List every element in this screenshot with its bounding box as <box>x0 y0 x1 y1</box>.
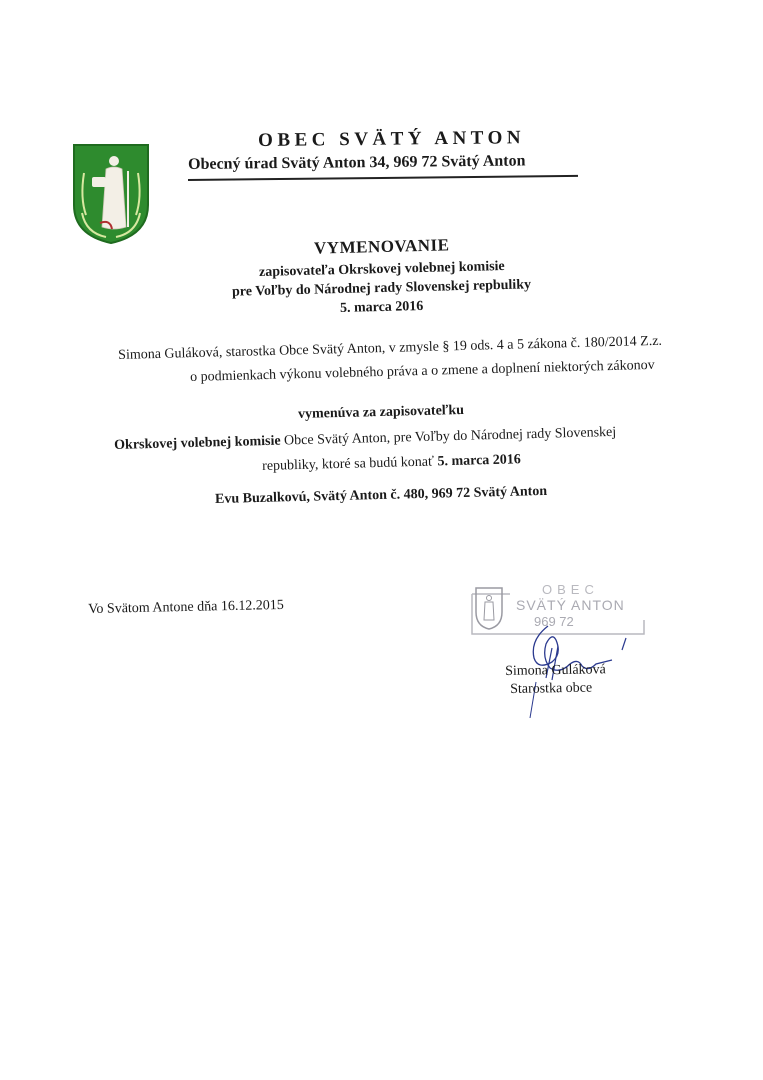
municipality-title: OBEC SVÄTÝ ANTON <box>258 127 526 151</box>
signer-role: Starostka obce <box>510 680 593 697</box>
stamp-line-2: SVÄTÝ ANTON <box>516 597 625 613</box>
commission-rest: Obce Svätý Anton, pre Voľby do Národnej rady Slovenskej <box>280 424 617 449</box>
subtitle-line-1: zapisovateľa Okrskovej volebnej komisie <box>258 259 505 280</box>
subtitle-row-2 <box>0 277 763 300</box>
signer-name: Simona Guláková <box>505 662 606 679</box>
appointee-row <box>0 483 763 508</box>
municipal-coat-of-arms <box>72 143 150 245</box>
document-title: VYMENOVANIE <box>313 235 450 258</box>
stamp-crest-icon <box>474 586 504 630</box>
commission-continuation: republiky, ktoré sa budú konať <box>262 454 438 474</box>
commission-line-1 <box>114 425 616 454</box>
intro-line-2: o podmienkach výkonu volebného práva a o zmene a doplnení niektorých zákonov <box>190 357 655 385</box>
document-title-row <box>0 237 763 257</box>
subtitle-line-2: pre Voľby do Národnej rady Slovenskej repbuliky <box>231 277 532 300</box>
appointee: Evu Buzalkovú, Svätý Anton č. 480, 969 72 Svätý Anton <box>215 483 548 508</box>
appoints-row <box>0 402 763 423</box>
subtitle-date: 5. marca 2016 <box>339 298 424 317</box>
commission-line-2 <box>262 452 521 475</box>
appoints-heading: vymenúva za zapisovateľku <box>298 402 465 423</box>
header-underline <box>188 175 578 181</box>
intro-line-1: Simona Guláková, starostka Obce Svätý Anton, v zmysle § 19 ods. 4 a 5 zákona č. 180/2014 Z.z. <box>118 333 663 363</box>
subtitle-row-1 <box>0 259 763 280</box>
election-date: 5. marca 2016 <box>437 452 522 470</box>
stamp-line-1: OBEC <box>542 582 599 597</box>
office-address: Obecný úrad Svätý Anton 34, 969 72 Svätý Anton <box>188 152 526 173</box>
stamp-line-3: 969 72 <box>534 614 574 629</box>
commission-name: Okrskovej volebnej komisie <box>114 433 281 453</box>
place-and-date: Vo Svätom Antone dňa 16.12.2015 <box>88 597 285 617</box>
subtitle-row-3 <box>0 300 763 316</box>
